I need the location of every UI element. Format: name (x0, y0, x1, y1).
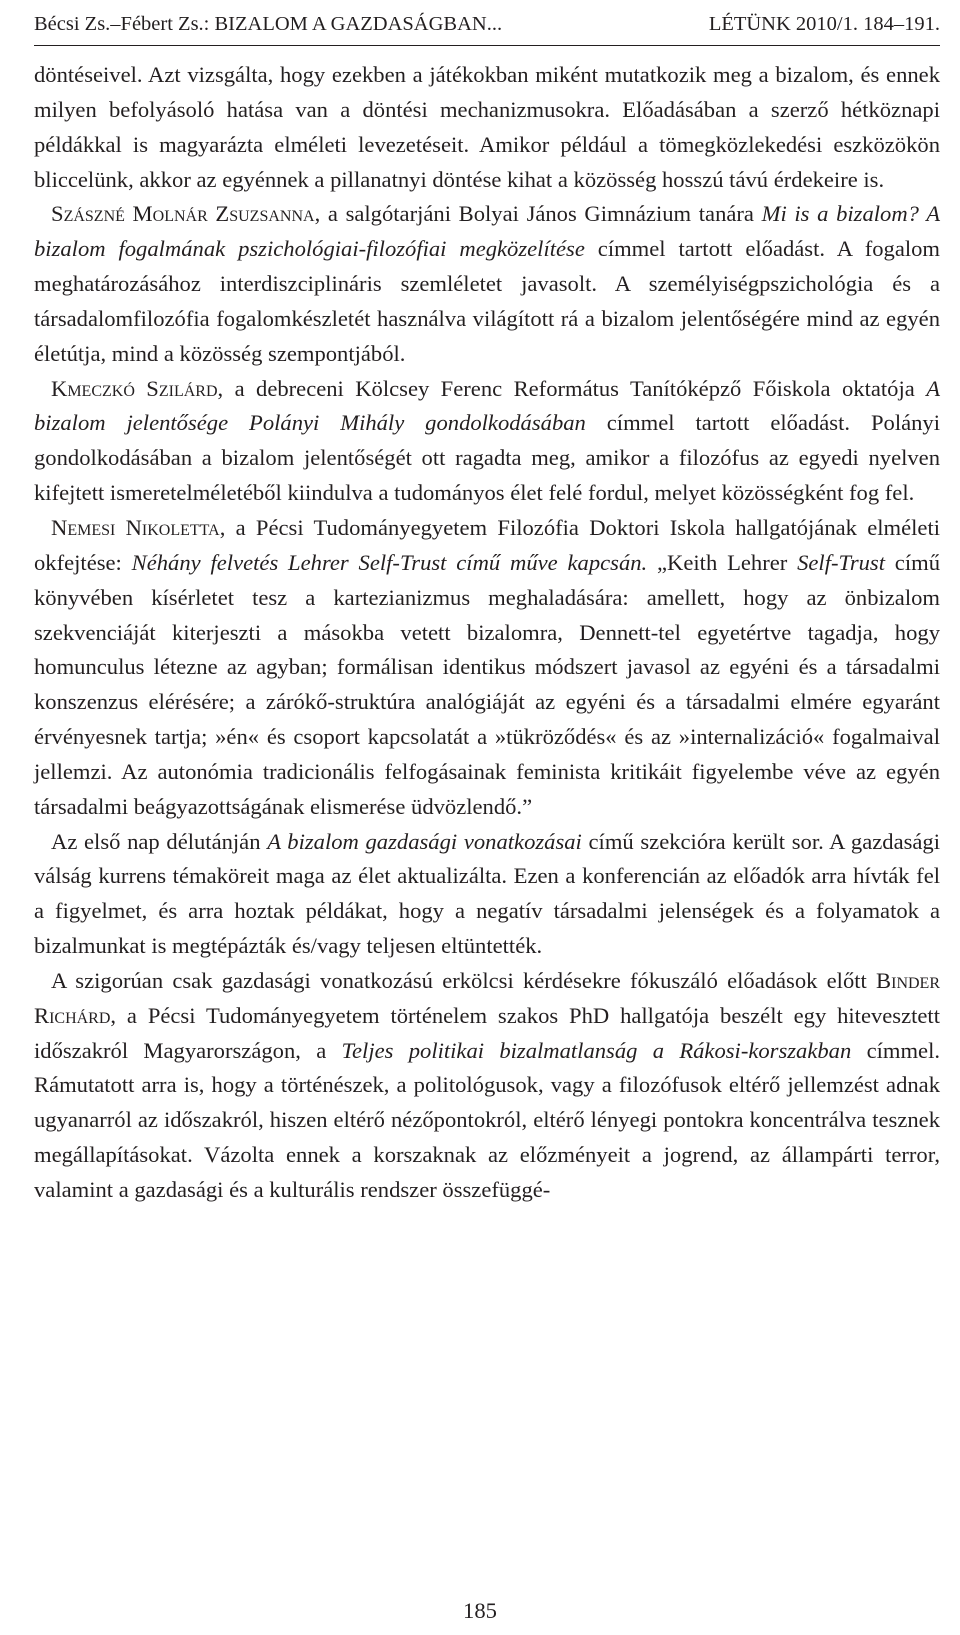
lecture-title: A bizalom jelentősége Polányi Mihály gondolkodásában (34, 375, 940, 436)
paragraph-6 (34, 964, 940, 1208)
author-name: Nemesi Nikoletta (51, 514, 220, 540)
paragraph-text: címmel tartott előadást. Polányi gondolkodásában a bizalom jelentőségét ott ragadta meg, amikor a filozófus az egyedi nyelven kifejtett ismeretelméletéből kiindulva a tudományos élet felé fordul, melyet közösségként fog fel. (34, 410, 940, 506)
running-header (34, 4, 940, 44)
author-name: Kmeczkó Szilárd (51, 375, 218, 401)
paragraph-text: , a debreceni Kölcsey Ferenc Református Tanítóképző Főiskola oktatója (217, 375, 927, 401)
lecture-title: Teljes politikai bizalmatlanság a Rákosi-korszakban (341, 1037, 852, 1063)
running-header-right: LÉTÜNK 2010/1. 184–191. (708, 13, 940, 35)
paragraph-3 (34, 372, 940, 511)
article-body (34, 58, 940, 1208)
section-title: A bizalom gazdasági vonatkozásai (267, 828, 582, 854)
paragraph-text: , a Pécsi Tudományegyetem történelem szakos PhD hallgatója beszélt egy hitevesztett időszakról Magyarországon, a (34, 1002, 940, 1063)
author-name: Binder Richárd (34, 967, 940, 1028)
paragraph-text: címmel. Rámutatott arra is, hogy a történészek, a politológusok, vagy a filozófusok eltérő jellemzést adnak ugyanarról az időszakról, hiszen eltérő nézőpontokról, eltérő lényegi pontokra koncentrálva tesznek megállapításokat. Vázolta ennek a korszaknak az előzményeit a jogrend, az állampárti terror, valamint a gazdasági és a kulturális rendszer összefüggé- (34, 1037, 940, 1202)
lecture-title: Néhány felvetés Lehrer Self-Trust című műve kapcsán. (131, 549, 648, 575)
paragraph-1 (34, 58, 940, 197)
paragraph-2 (34, 197, 940, 371)
paragraph-5 (34, 825, 940, 964)
paragraph-text: „Keith Lehrer (647, 549, 798, 575)
lecture-title: Mi is a bizalom? A bizalom fogalmának pszichológiai-filozófiai megközelítése (34, 201, 940, 262)
paragraph-text: Az első nap délutánján (51, 828, 268, 854)
paragraph-text: , a Pécsi Tudományegyetem Filozófia Doktori Iskola hallgatójának elméleti okfejtése: (34, 514, 940, 575)
paragraph-text: címmel tartott előadást. A fogalom meghatározásához interdiszciplináris szemléletet javasolt. A személyiségpszichológia és a társadalomfilozófia fogalomkészletét használva világított rá a bizalom jelentőségére mind az egyén életútja, mind a közösség szempontjából. (34, 236, 940, 366)
running-header-left: Bécsi Zs.–Fébert Zs.: BIZALOM A GAZDASÁGBAN... (34, 13, 503, 35)
paragraph-text: A szigorúan csak gazdasági vonatkozású erkölcsi kérdésekre fókuszáló előadások előtt (51, 967, 877, 993)
paragraph-text: , a salgótarjáni Bolyai János Gimnázium tanára (314, 201, 762, 227)
paragraph-text: című könyvében kísérletet tesz a kartezianizmus meghaladására: amellett, hogy az önbizalom szekvenciáját kiterjeszti a másokba vetett bizalomra, Dennett-tel egyetértve tagadja, hogy homunculus létezne az agyban; formálisan identikus módszert javasol az egyéni és a társadalmi konszenzus elérésére; a zárókő-struktúra analógiáját az egyéni és a társadalmi elmére egyaránt érvényesnek tartja; »én« és csoport kapcsolatát a »tükröződés« és az »internalizáció« fogalmaival jellemzi. Az autonómia tradicionális felfogásainak feminista kritikáit figyelembe véve az egyén társadalmi beágyazottságának elismerése üdvözlendő.” (34, 549, 940, 819)
book-title: Self-Trust (797, 549, 885, 575)
page-number: 185 (463, 1598, 497, 1623)
author-name: Szászné Molnár Zsuzsanna (51, 201, 315, 227)
paragraph-text: döntéseivel. Azt vizsgálta, hogy ezekben a játékokban miként mutatkozik meg a bizalom, és ennek milyen befolyásoló hatása van a döntési mechanizmusokra. Előadásában a szerző hétköznapi példákkal is magyarázta elméleti levezetéseit. Amikor például a tömegközlekedési eszközökön bliccelünk, akkor az egyénnek a pillanatnyi döntése kihat a közösség hosszú távú érdekeire is. (34, 62, 940, 192)
paragraph-text: című szekcióra került sor. A gazdasági válság kurrens témaköreit maga az élet aktualizálta. Ezen a konferencián az előadók arra hívták fel a figyelmet, és arra hoztak példákat, hogy a negatív társadalmi jelenségek és a folyamatok a bizalmunkat is megtépázták és/vagy teljesen eltüntették. (34, 828, 941, 959)
paragraph-4 (34, 511, 940, 825)
header-rule (34, 45, 940, 46)
